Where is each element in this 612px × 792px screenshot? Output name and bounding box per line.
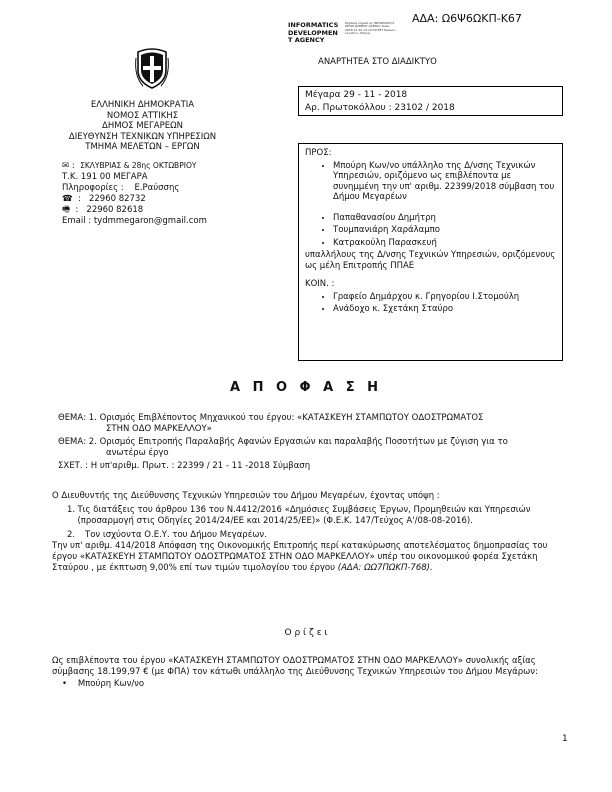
informatics-line: DEVELOPMEN <box>288 28 338 37</box>
date-line: Μέγαρα 29 - 11 - 2018 <box>305 90 408 100</box>
decision-text <box>52 541 572 574</box>
phone-icon: ☎ <box>62 194 73 204</box>
authority-header <box>40 100 245 153</box>
koin-label: ΚΟΙΝ. : <box>305 279 335 289</box>
subject-block <box>58 413 578 472</box>
authority-line: ΝΟΜΟΣ ΑΤΤΙΚΗΣ <box>106 110 179 121</box>
info-row <box>62 183 207 194</box>
list-item: • Τουμπανιάρη Χαράλαμπο <box>333 225 556 236</box>
subject-1: ΘΕΜΑ: 1. Ορισμός Επιβλέποντος Μηχανικού του έργου: «ΚΑΤΑΣΚΕΥΗ ΣΤΑΜΠΩΤΟΥ ΟΔΟΣΤΡΩΜΑΤΟΣ <box>58 413 484 423</box>
authority-line: ΔΗΜΟΣ ΜΕΓΑΡΕΩΝ <box>102 121 183 131</box>
consideration-1 <box>52 505 572 527</box>
postcode: Τ.Κ. 191 00 ΜΕΓΑΡΑ <box>62 172 148 182</box>
info-label: Πληροφορίες : <box>62 183 124 193</box>
reference: ΣΧΕΤ. : Η υπ'αριθμ. Πρωτ. : 22399 / 21 - 11 -2018 Σύμβαση <box>58 461 311 471</box>
page-title: Α Π Ο Φ Α Σ Η <box>229 380 383 395</box>
phone-row: ☎ : 22960 82732 <box>62 194 146 204</box>
final-text: Ως επιβλέποντα του έργου «ΚΑΤΑΣΚΕΥΗ ΣΤΑΜΠΩΤΟΥ ΟΔΟΣΤΡΩΜΑΤΟΣ ΣΤΗΝ ΟΔΟ ΜΑΡΚΕΛΛΟΥ» συνολικής αξίας σύμβασης 18.199,97 € (με ΦΠΑ) τον κάτωθι υπάλληλο της Διεύθυνσης Τεχνικών Υπηρεσιών του Δήμου Μεγάρων: <box>52 656 538 677</box>
final-item: Μπούρη Κων/νο <box>77 679 145 689</box>
informatics-stamp <box>288 22 338 45</box>
informatics-line: INFORMATICS <box>288 21 339 29</box>
page-number: 1 <box>562 734 568 744</box>
cc-list <box>305 292 556 315</box>
recipients-box <box>298 143 563 361</box>
phone: 22960 82732 <box>88 194 146 204</box>
consideration-text: Τον ισχύοντα Ο.Ε.Υ. του Δήμου Μεγαρέων. <box>85 530 267 540</box>
contact-details <box>62 160 207 227</box>
fax-icon: 🖷 <box>62 205 71 215</box>
date-protocol-box <box>298 86 563 116</box>
fax-row: 🖷 : 22960 82618 <box>62 205 144 215</box>
protocol-line: Αρ. Πρωτοκόλλου : 23102 / 2018 <box>305 103 455 113</box>
informatics-line: T AGENCY <box>288 36 325 44</box>
email: Email : tydmmegaron@gmail.com <box>62 216 207 226</box>
greek-emblem-icon <box>135 48 169 90</box>
list-item: • Ανάδοχο κ. Σχετάκη Σταύρο <box>333 304 556 315</box>
recipients-list <box>305 161 556 249</box>
info-name: Ε.Ραύσσης <box>134 183 180 193</box>
address: ΣΚΛΥΒΡΙΑΣ & 28ης ΟΚΤΩΒΡΙΟΥ <box>80 161 197 170</box>
recipients-note: υπαλλήλους της Δ/νσης Τεχνικών Υπηρεσιών, οριζόμενους ως μέλη Επιτροπής ΠΠΑΕ <box>305 250 556 271</box>
envelope-icon: ✉ <box>62 161 70 171</box>
subject-2: ΘΕΜΑ: 2. Ορισμός Επιτροπής Παραλαβής Αφανών Εργασιών και παραλαβής Ποσοτήτων με ζύγιση για το <box>58 437 508 447</box>
address-row: ✉ : ΣΚΛΥΒΡΙΑΣ & 28ης ΟΚΤΩΒΡΙΟΥ <box>62 161 197 171</box>
final-item-row <box>52 679 572 690</box>
consideration-number: 2. <box>67 530 76 540</box>
list-item: • Μπούρη Κων/νο υπάλληλο της Δ/νσης Τεχνικών Υπηρεσιών, οριζόμενο ως επιβλέποντα με συνημμένη την υπ' αριθμ. 22399/2018 σύμβαση του Δήμου Μεγαρέων <box>333 161 556 203</box>
orizei-heading: Ο ρ ί ζ ε ι <box>284 628 328 638</box>
consideration-2 <box>52 530 572 541</box>
list-item: • Κατρακούλη Παρασκευή <box>333 238 556 249</box>
consideration-text: Τις διατάξεις του άρθρου 136 του Ν.4412/2016 «Δημόσιες Συμβάσεις Έργων, Προμηθειών και Υπηρεσιών (προσαρμογή στις Οδηγίες 2014/24/ΕΕ και 2014/25/ΕΕ)» (Φ.Ε.Κ. 147/Τεύχος Α'/08-08-2016). <box>77 505 531 526</box>
pros-label: ΠΡΟΣ: <box>305 148 332 158</box>
decision-ada: (ΑΔΑ: ΩΩ7ΠΩΚΠ-768). <box>337 563 433 573</box>
final-block <box>52 656 572 690</box>
consideration-number: 1. <box>67 505 76 515</box>
fax: 22960 82618 <box>86 205 144 215</box>
publish-notice: ΑΝΑΡΤΗΤΕΑ ΣΤΟ ΔΙΑΔΙΚΤΥΟ <box>318 57 437 67</box>
authority-line: ΕΛΛΗΝΙΚΗ ΔΗΜΟΚΡΑΤΙΑ <box>90 100 195 110</box>
list-item: • Παπαθανασίου Δημήτρη <box>333 213 556 224</box>
authority-line: ΔΙΕΥΘΥΝΣΗ ΤΕΧΝΙΚΩΝ ΥΠΗΡΕΣΙΩΝ <box>68 131 217 142</box>
subject-1-cont: ΣΤΗΝ ΟΔΟ ΜΑΡΚΕΛΛΟΥ» <box>106 424 212 434</box>
digital-signature-text: Digitally signed by INFORMATICS DEVELOPMENT AGENCY Date: 2018.11.29 13:19:49 EET Reason: Location: Athens <box>345 21 397 36</box>
intro-text: Ο Διευθυντής της Διεύθυνσης Τεχνικών Υπηρεσιών του Δήμου Μεγαρέων, έχοντας υπόψη : <box>52 491 440 501</box>
bullet: • <box>62 679 68 689</box>
ada-code: ΑΔΑ: Ω6Ψ6ΩΚΠ-Κ67 <box>412 12 522 25</box>
considerations-block <box>52 491 572 574</box>
decision-body: Την υπ' αριθμ. 414/2018 Απόφαση της Οικονομικής Επιτροπής περί κατακύρωσης αποτελέσματος δημοπρασίας του έργου «ΚΑΤΑΣΚΕΥΗ ΣΤΑΜΠΩΤΟΥ ΟΔΟΣΤΡΩΜΑΤΟΣ ΣΤΗΝ ΟΔΟ ΜΑΡΚΕΛΛΟΥ» υπέρ του οικονομικού φορέα Σχετάκη Σταύρου , με έκπτωση 9,00% επί των τιμών τιμολογίου του έργου <box>52 541 548 573</box>
authority-line: ΤΜΗΜΑ ΜΕΛΕΤΩΝ – ΕΡΓΩΝ <box>85 142 200 152</box>
list-item: • Γραφείο Δημάρχου κ. Γρηγορίου Ι.Στομούλη <box>333 292 556 303</box>
subject-2-cont: ανωτέρω έργο <box>106 448 169 458</box>
